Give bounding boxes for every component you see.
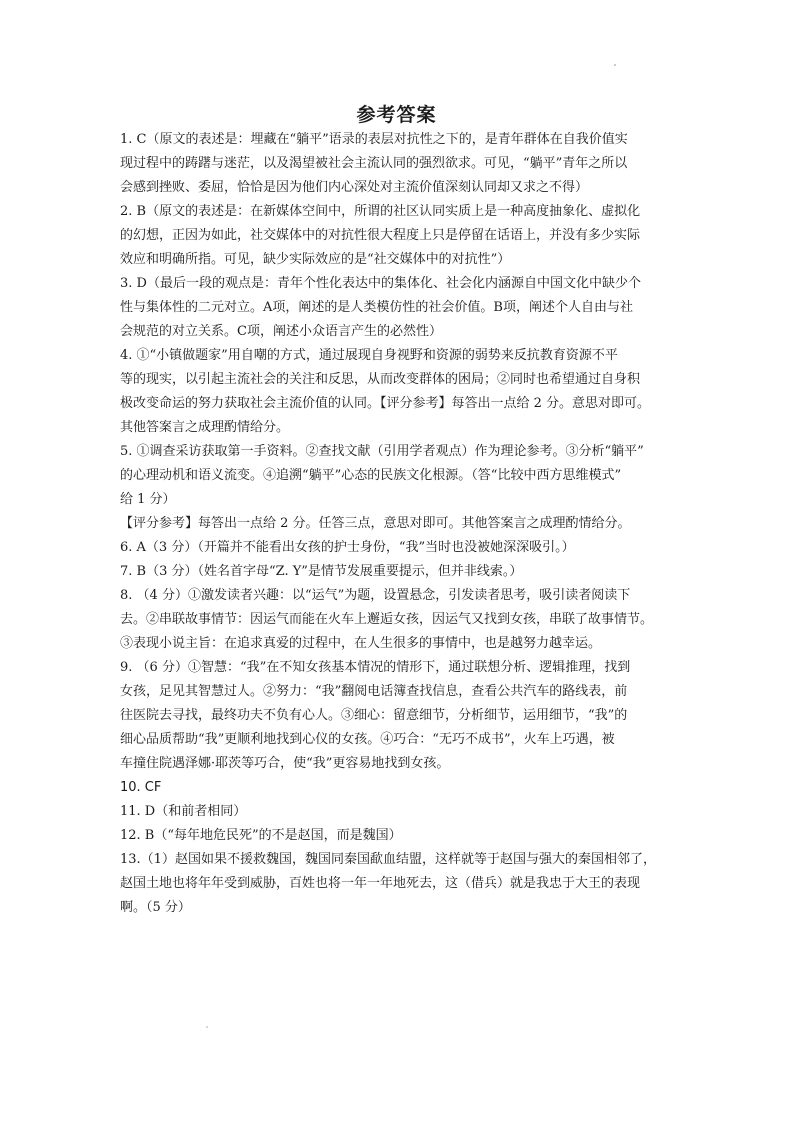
answer-item: [120, 200, 680, 272]
answer-line: 10. CF: [120, 780, 162, 795]
answer-line: 会规范的对立关系。C项，阐述小众语言产生的必然性）: [120, 324, 442, 339]
answer-line: 会感到挫败、委屈，恰恰是因为他们内心深处对主流价值深刻认同却又求之不得）: [120, 180, 589, 195]
answer-line: 往医院去寻找，最终功夫不负有心人。③细心：留意细节，分析细节，运用细节，“我”的: [120, 708, 628, 723]
answer-line: 7. B（3 分）（姓名首字母“Z. Y”是情节发展重要提示，但并非线索。）: [120, 564, 523, 579]
answer-line: 去。②串联故事情节：因运气而能在火车上邂逅女孩，因运气又找到女孩，串联了故事情节。: [120, 612, 654, 627]
answer-line: 8. （4 分）①激发读者兴趣：以“运气”为题，设置悬念，引发读者思考，吸引读者阅读下: [120, 588, 631, 603]
answer-item: [120, 536, 680, 560]
answer-line: 等的现实，以引起主流社会的关注和反思，从而改变群体的困局；②同时也希望通过自身积: [120, 372, 641, 387]
answer-line: 的幻想，正因为如此，社交媒体中的对抗性很大程度上只是停留在话语上，并没有多少实际: [120, 228, 641, 243]
answer-line: 【评分参考】每答出一点给 2 分。任答三点，意思对即可。其他答案言之成理酌情给分。: [120, 516, 631, 531]
answer-line: 车撞住院遇泽娜·耶茨等巧合，使“我”更容易地找到女孩。: [120, 756, 450, 771]
answer-line: 女孩，足见其智慧过人。②努力：“我”翻阅电话簿查找信息，查看公共汽车的路线表，前: [120, 684, 628, 699]
answer-line: 赵国土地也将年年受到威胁，百姓也将一年一年地死去，这（借兵）就是我忠于大王的表现: [120, 876, 641, 891]
answer-line: 9. （6 分）①智慧：“我”在不知女孩基本情况的情形下，通过联想分析、逻辑推理，找到: [120, 660, 631, 675]
answer-line: 性与集体性的二元对立。A项，阐述的是人类模仿性的社会价值。B项，阐述个人自由与社: [120, 300, 633, 315]
answer-line: 给 1 分）: [120, 492, 176, 507]
answer-line: 1. C（原文的表述是：埋藏在“躺平”语录的表层对抗性之下的，是青年群体在自我价值实: [120, 132, 628, 147]
answer-item: [120, 776, 680, 800]
answer-line: 细心品质帮助“我”更顺利地找到心仪的女孩。④巧合：“无巧不成书”，火车上巧遇，被: [120, 732, 615, 747]
answer-item: [120, 272, 680, 344]
answer-item: [120, 656, 680, 776]
answer-line: 效应和明确所指。可见，缺少实际效应的是“社交媒体中的对抗性”）: [120, 252, 511, 267]
answer-item: [120, 824, 680, 848]
answer-item: [120, 440, 680, 536]
answer-line: 极改变命运的努力获取社会主流价值的认同。【评分参考】每答出一点给 2 分。意思对即可。: [120, 396, 651, 411]
speck-mark: [206, 1026, 208, 1028]
answer-line: ③表现小说主旨：在追求真爱的过程中，在人生很多的事情中，也是越努力越幸运。: [120, 636, 602, 651]
answer-line: 13.（1）赵国如果不援救魏国，魏国同秦国歃血结盟，这样就等于赵国与强大的秦国相邻了，: [120, 852, 656, 867]
answer-item: [120, 344, 680, 440]
answer-line: 现过程中的踌躇与迷茫，以及渴望被社会主流认同的强烈欲求。可见，“躺平”青年之所以: [120, 156, 628, 171]
answer-line: 5. ①调查采访获取第一手资料。②查找文献（引用学者观点）作为理论参考。③分析“躺平”: [120, 444, 644, 459]
answer-line: 的心理动机和语义流变。④追溯“躺平”心态的民族文化根源。（答“比较中西方思维模式”: [120, 468, 622, 483]
page-title: 参考答案: [356, 104, 437, 126]
answer-line: 6. A（3 分）（开篇并不能看出女孩的护士身份，“我”当时也没被她深深吸引。）: [120, 540, 575, 555]
answer-line: 4. ①“小镇做题家”用自嘲的方式，通过展现自身视野和资源的弱势来反抗教育资源不平: [120, 348, 618, 363]
answer-line: 11. D（和前者相同）: [120, 804, 247, 819]
answer-item: [120, 584, 680, 656]
answer-item: [120, 800, 680, 824]
speck-mark: [614, 64, 616, 66]
answer-line: 其他答案言之成理酌情给分。: [120, 420, 290, 435]
answer-line: 3. D（最后一段的观点是：青年个性化表达中的集体化、社会化内涵源自中国文化中缺少个: [120, 276, 641, 291]
answer-item: [120, 128, 680, 200]
answer-item: [120, 560, 680, 584]
answer-line: 12. B（“每年地危民死”的不是赵国，而是魏国）: [120, 828, 402, 843]
answer-item: [120, 848, 680, 920]
answer-list: [120, 128, 680, 920]
answer-line: 啊。（5 分）: [120, 900, 191, 915]
answer-line: 2. B（原文的表述是：在新媒体空间中，所谓的社区认同实质上是一种高度抽象化、虚拟化: [120, 204, 641, 219]
